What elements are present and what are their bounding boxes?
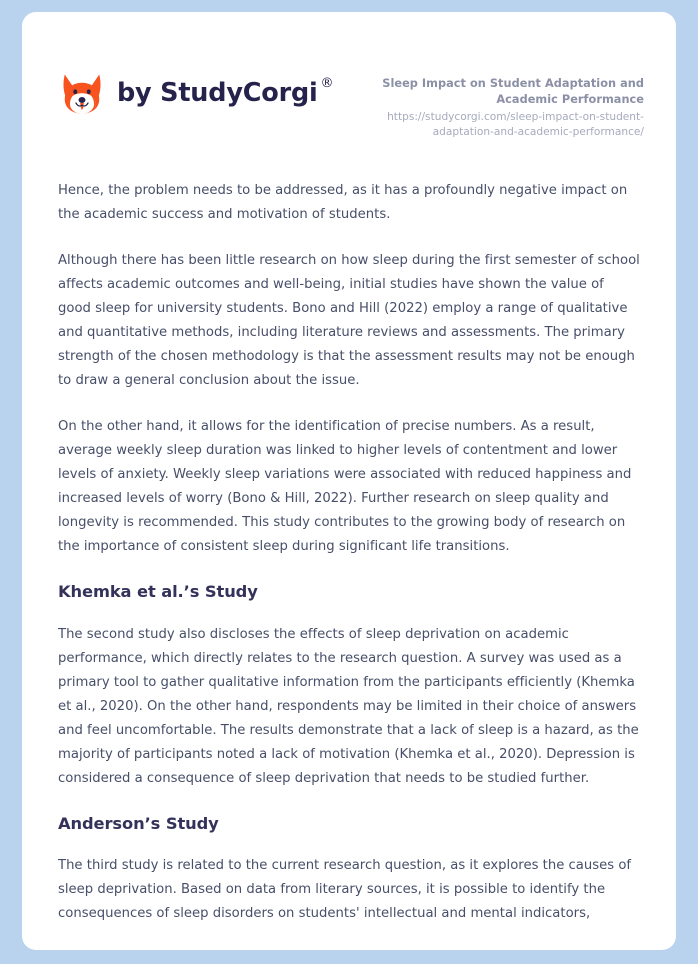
document-page	[22, 12, 676, 950]
section-heading: Anderson’s Study	[58, 813, 219, 833]
brand-name-text: by StudyCorgi	[117, 78, 318, 109]
paragraph: Although there has been little research on how sleep during the first semester of school affects academic outcomes and well-being, initial studies have shown the value of good sleep for university students. Bono and Hill (2022) employ a range of qualitative and quantitative methods, including literature reviews and assessments. The primary strength of the chosen methodology is that the assessment results may not be enough to draw a general conclusion about the issue.	[58, 253, 640, 389]
brand-logo-lockup[interactable]	[58, 64, 333, 118]
document-body	[22, 179, 676, 925]
paragraph: The second study also discloses the effects of sleep deprivation on academic performance, which directly relates to the research question. A survey was used as a primary tool to gather qualitative information from the participants efficiently (Khemka et al., 2020). On the other hand, respondents may be limited in their choice of answers and feel uncomfortable. The results demonstrate that a lack of sleep is a hazard, as the majority of participants noted a lack of motivation (Khemka et al., 2020). Depression is considered a consequence of sleep deprivation that needs to be studied further.	[58, 626, 639, 786]
document-source-url[interactable]: https://studycorgi.com/sleep-impact-on-student-adaptation-and-academic-performance/	[387, 111, 644, 138]
paragraph: The third study is related to the current research question, as it explores the causes of sleep deprivation. Based on data from literary sources, it is possible to identify the consequences of sleep disorders on students' intellectual and mental indicators,	[58, 857, 632, 921]
section-heading-anderson	[58, 813, 640, 834]
section-heading-khemka	[58, 581, 640, 602]
brand-name	[117, 76, 334, 109]
document-title: Sleep Impact on Student Adaptation and Academic Performance	[382, 77, 644, 106]
section-heading: Khemka et al.’s Study	[58, 582, 258, 602]
paragraph: On the other hand, it allows for the identification of precise numbers. As a result, average weekly sleep duration was linked to higher levels of contentment and lower levels of anxiety. Weekly sleep variations were associated with reduced happiness and increased levels of worry (Bono & Hill, 2022). Further research on sleep quality and longevity is recommended. This study contributes to the growing body of research on the importance of consistent sleep during significant life transitions.	[58, 419, 632, 555]
paragraph: Hence, the problem needs to be addressed, as it has a profoundly negative impact on the academic success and motivation of students.	[58, 183, 628, 223]
header-meta	[333, 64, 644, 139]
corgi-logo-icon	[58, 70, 106, 118]
registered-trademark-icon: ®	[320, 76, 334, 92]
document-header	[22, 12, 676, 139]
